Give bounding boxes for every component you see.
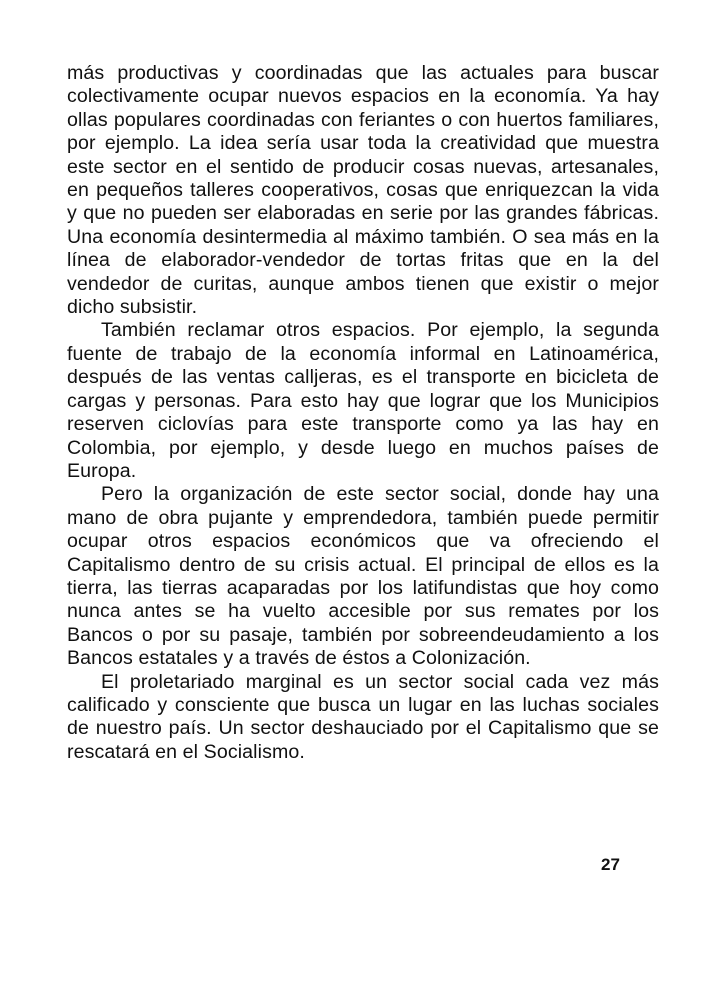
page-number: 27 [601,855,620,874]
paragraph-2: También reclamar otros espacios. Por ejemplo, la segunda fuente de trabajo de la economía informal en Latinoamérica, después de las ventas calljeras, es el transporte en bicicleta de cargas y personas. Para esto hay que lograr que los Municipios reserven ciclovías para este transporte como ya las hay en Colombia, por ejemplo, y desde luego en muchos países de Europa. [67,319,659,482]
paragraph-3: Pero la organización de este sector social, donde hay una mano de obra pujante y emprendedora, también puede permitir ocupar otros espacios económicos que va ofreciendo el Capitalismo dentro de su crisis actual. El principal de ellos es la tierra, las tierras acaparadas por los latifundistas que hoy como nunca antes se ha vuelto accesible por sus remates por los Bancos o por su pasaje, también por sobreendeudamiento a los Bancos estatales y a través de éstos a Colonización. [67,483,659,670]
paragraph-1: más productivas y coordinadas que las actuales para buscar colectivamente ocupar nuevos espacios en la economía. Ya hay ollas populares coordinadas con feriantes o con huertos familiares, por ejemplo. La idea sería usar toda la creatividad que muestra este sector en el sentido de producir cosas nuevas, artesanales, en pequeños talleres cooperativos, cosas que enriquezcan la vida y que no pueden ser elaboradas en serie por las grandes fábricas. Una economía desintermedia al máximo también. O sea más en la línea de elaborador-vendedor de tortas fritas que en la del vendedor de curitas, aunque ambos tienen que existir o mejor dicho subsistir. [67,62,659,319]
paragraph-4: El proletariado marginal es un sector social cada vez más calificado y consciente que busca un lugar en las luchas sociales de nuestro país. Un sector deshauciado por el Capitalismo que se rescatará en el Socialismo. [67,670,659,763]
body-text [67,62,659,764]
